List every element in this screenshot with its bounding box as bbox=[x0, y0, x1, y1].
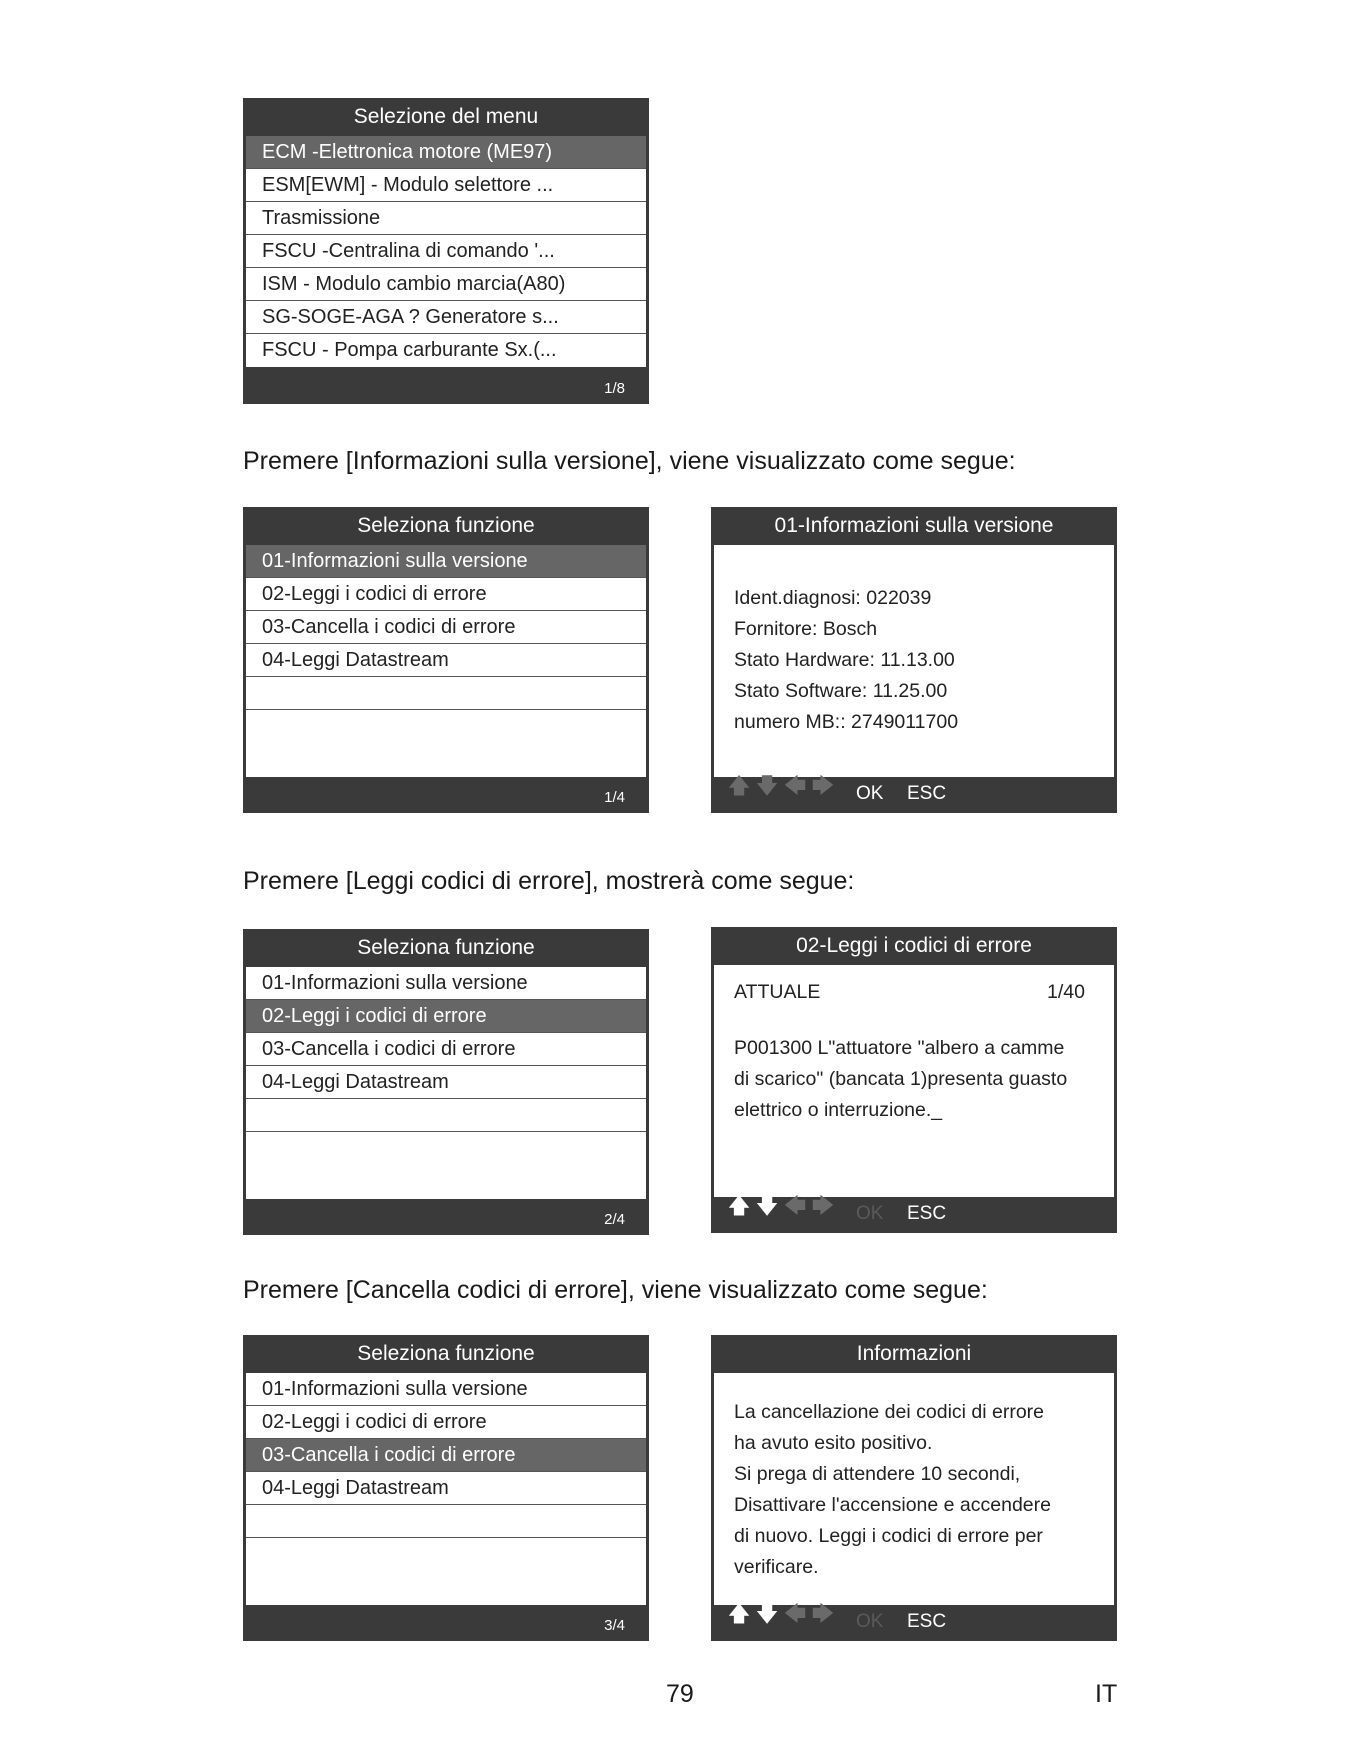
page-indicator: 1/4 bbox=[604, 789, 625, 806]
menu-item-datastream[interactable]: 04-Leggi Datastream bbox=[246, 644, 646, 677]
function-screen-3 bbox=[243, 1335, 649, 1641]
function-screen-footer bbox=[243, 1605, 649, 1641]
info-message-line: ha avuto esito positivo. bbox=[734, 1432, 933, 1454]
info-screen-body bbox=[714, 1373, 1114, 1605]
menu-screen-body bbox=[246, 136, 646, 367]
menu-screen-footer bbox=[243, 368, 649, 404]
menu-item-version-info[interactable]: 01-Informazioni sulla versione bbox=[246, 1373, 646, 1406]
version-ident: Ident.diagnosi: 022039 bbox=[734, 587, 932, 609]
menu-item-trasmissione[interactable]: Trasmissione bbox=[246, 202, 646, 235]
info-message-line: Disattivare l'accensione e accendere bbox=[734, 1494, 1051, 1516]
menu-item-clear-codes[interactable]: 03-Cancella i codici di errore bbox=[246, 611, 646, 644]
info-message-line: verificare. bbox=[734, 1556, 819, 1578]
arrow-left-icon: 🡄 bbox=[783, 1601, 807, 1626]
ok-button: OK bbox=[856, 1611, 884, 1632]
menu-item-fscu-centralina[interactable]: FSCU -Centralina di comando '... bbox=[246, 235, 646, 268]
version-mb-number: numero MB:: 2749011700 bbox=[734, 711, 959, 733]
menu-item-fscu-pompa[interactable]: FSCU - Pompa carburante Sx.(... bbox=[262, 339, 557, 361]
page-indicator: 3/4 bbox=[604, 1617, 625, 1634]
function-screen-body bbox=[246, 1373, 646, 1605]
version-info-screen bbox=[711, 507, 1117, 813]
page-number: 79 bbox=[666, 1680, 694, 1708]
menu-item-version-info[interactable]: 01-Informazioni sulla versione bbox=[246, 545, 646, 578]
page-indicator: 1/8 bbox=[604, 380, 625, 397]
arrow-down-icon[interactable]: 🡇 bbox=[755, 1193, 779, 1218]
function-screen-body bbox=[246, 967, 646, 1199]
esc-button[interactable]: ESC bbox=[907, 1203, 947, 1224]
function-screen-title: Seleziona funzione bbox=[357, 1342, 535, 1365]
ok-button: OK bbox=[856, 1203, 884, 1224]
menu-item-empty bbox=[246, 1099, 646, 1132]
menu-item-read-codes[interactable]: 02-Leggi i codici di errore bbox=[246, 1000, 646, 1033]
menu-item-ecm[interactable]: ECM -Elettronica motore (ME97) bbox=[246, 136, 646, 169]
read-codes-screen-title: 02-Leggi i codici di errore bbox=[796, 934, 1032, 957]
language-code: IT bbox=[1095, 1680, 1118, 1708]
version-screen-body bbox=[714, 545, 1114, 777]
arrow-up-icon[interactable]: 🡅 bbox=[727, 773, 751, 798]
arrow-left-icon[interactable]: 🡄 bbox=[783, 773, 807, 798]
esc-button[interactable]: ESC bbox=[907, 783, 947, 804]
ok-button[interactable]: OK bbox=[856, 783, 884, 804]
arrow-right-icon: 🡆 bbox=[811, 1601, 835, 1626]
caption-read-codes: Premere [Leggi codici di errore], mostrerà come segue: bbox=[243, 867, 855, 895]
read-codes-screen-body bbox=[714, 965, 1114, 1197]
read-codes-screen bbox=[711, 927, 1117, 1233]
function-screen-title: Seleziona funzione bbox=[357, 936, 535, 959]
function-screen-title: Seleziona funzione bbox=[357, 514, 535, 537]
function-screen-1 bbox=[243, 507, 649, 813]
caption-version: Premere [Informazioni sulla versione], viene visualizzato come segue: bbox=[243, 447, 1016, 475]
version-supplier: Fornitore: Bosch bbox=[734, 618, 878, 640]
caption-clear-codes: Premere [Cancella codici di errore], viene visualizzato come segue: bbox=[243, 1276, 988, 1304]
menu-item-read-codes[interactable]: 02-Leggi i codici di errore bbox=[246, 578, 646, 611]
page-indicator: 2/4 bbox=[604, 1211, 625, 1228]
info-screen-footer bbox=[711, 1601, 1117, 1641]
menu-item-empty bbox=[246, 1505, 646, 1538]
read-codes-screen-footer bbox=[711, 1193, 1117, 1233]
function-screen-body bbox=[246, 545, 646, 777]
info-message-line: Si prega di attendere 10 secondi, bbox=[734, 1463, 1021, 1485]
arrow-down-icon[interactable]: 🡇 bbox=[755, 773, 779, 798]
info-screen bbox=[711, 1335, 1117, 1641]
menu-item-clear-codes[interactable]: 03-Cancella i codici di errore bbox=[246, 1439, 646, 1472]
menu-item-empty bbox=[246, 677, 646, 710]
esc-button[interactable]: ESC bbox=[907, 1611, 947, 1632]
info-screen-title: Informazioni bbox=[856, 1342, 972, 1365]
arrow-right-icon: 🡆 bbox=[811, 1193, 835, 1218]
info-message-line: di nuovo. Leggi i codici di errore per bbox=[734, 1525, 1043, 1547]
arrow-right-icon[interactable]: 🡆 bbox=[811, 773, 835, 798]
code-description-line: P001300 L"attuatore "albero a camme bbox=[734, 1037, 1065, 1059]
menu-item-version-info[interactable]: 01-Informazioni sulla versione bbox=[246, 967, 646, 1000]
menu-item-datastream[interactable]: 04-Leggi Datastream bbox=[246, 1066, 646, 1099]
info-message-line: La cancellazione dei codici di errore bbox=[734, 1401, 1045, 1423]
menu-screen bbox=[243, 98, 649, 404]
menu-item-clear-codes[interactable]: 03-Cancella i codici di errore bbox=[246, 1033, 646, 1066]
function-screen-footer bbox=[243, 1199, 649, 1235]
arrow-left-icon: 🡄 bbox=[783, 1193, 807, 1218]
arrow-up-icon[interactable]: 🡅 bbox=[727, 1193, 751, 1218]
code-counter: 1/40 bbox=[1047, 981, 1085, 1003]
menu-item-read-codes[interactable]: 02-Leggi i codici di errore bbox=[246, 1406, 646, 1439]
arrow-down-icon[interactable]: 🡇 bbox=[755, 1601, 779, 1626]
code-description-line: elettrico o interruzione._ bbox=[734, 1099, 943, 1121]
version-software: Stato Software: 11.25.00 bbox=[734, 680, 948, 702]
code-description-line: di scarico" (bancata 1)presenta guasto bbox=[734, 1068, 1068, 1090]
function-screen-footer bbox=[243, 777, 649, 813]
code-status: ATTUALE bbox=[734, 981, 821, 1003]
menu-item-sg-soge-aga[interactable]: SG-SOGE-AGA ? Generatore s... bbox=[246, 301, 646, 334]
arrow-up-icon[interactable]: 🡅 bbox=[727, 1601, 751, 1626]
version-screen-footer bbox=[711, 773, 1117, 813]
version-hardware: Stato Hardware: 11.13.00 bbox=[734, 649, 955, 671]
menu-screen-title: Selezione del menu bbox=[353, 105, 539, 128]
version-screen-title: 01-Informazioni sulla versione bbox=[774, 514, 1054, 537]
function-screen-2 bbox=[243, 929, 649, 1235]
menu-item-datastream[interactable]: 04-Leggi Datastream bbox=[246, 1472, 646, 1505]
menu-item-ism[interactable]: ISM - Modulo cambio marcia(A80) bbox=[246, 268, 646, 301]
menu-item-esm[interactable]: ESM[EWM] - Modulo selettore ... bbox=[246, 169, 646, 202]
